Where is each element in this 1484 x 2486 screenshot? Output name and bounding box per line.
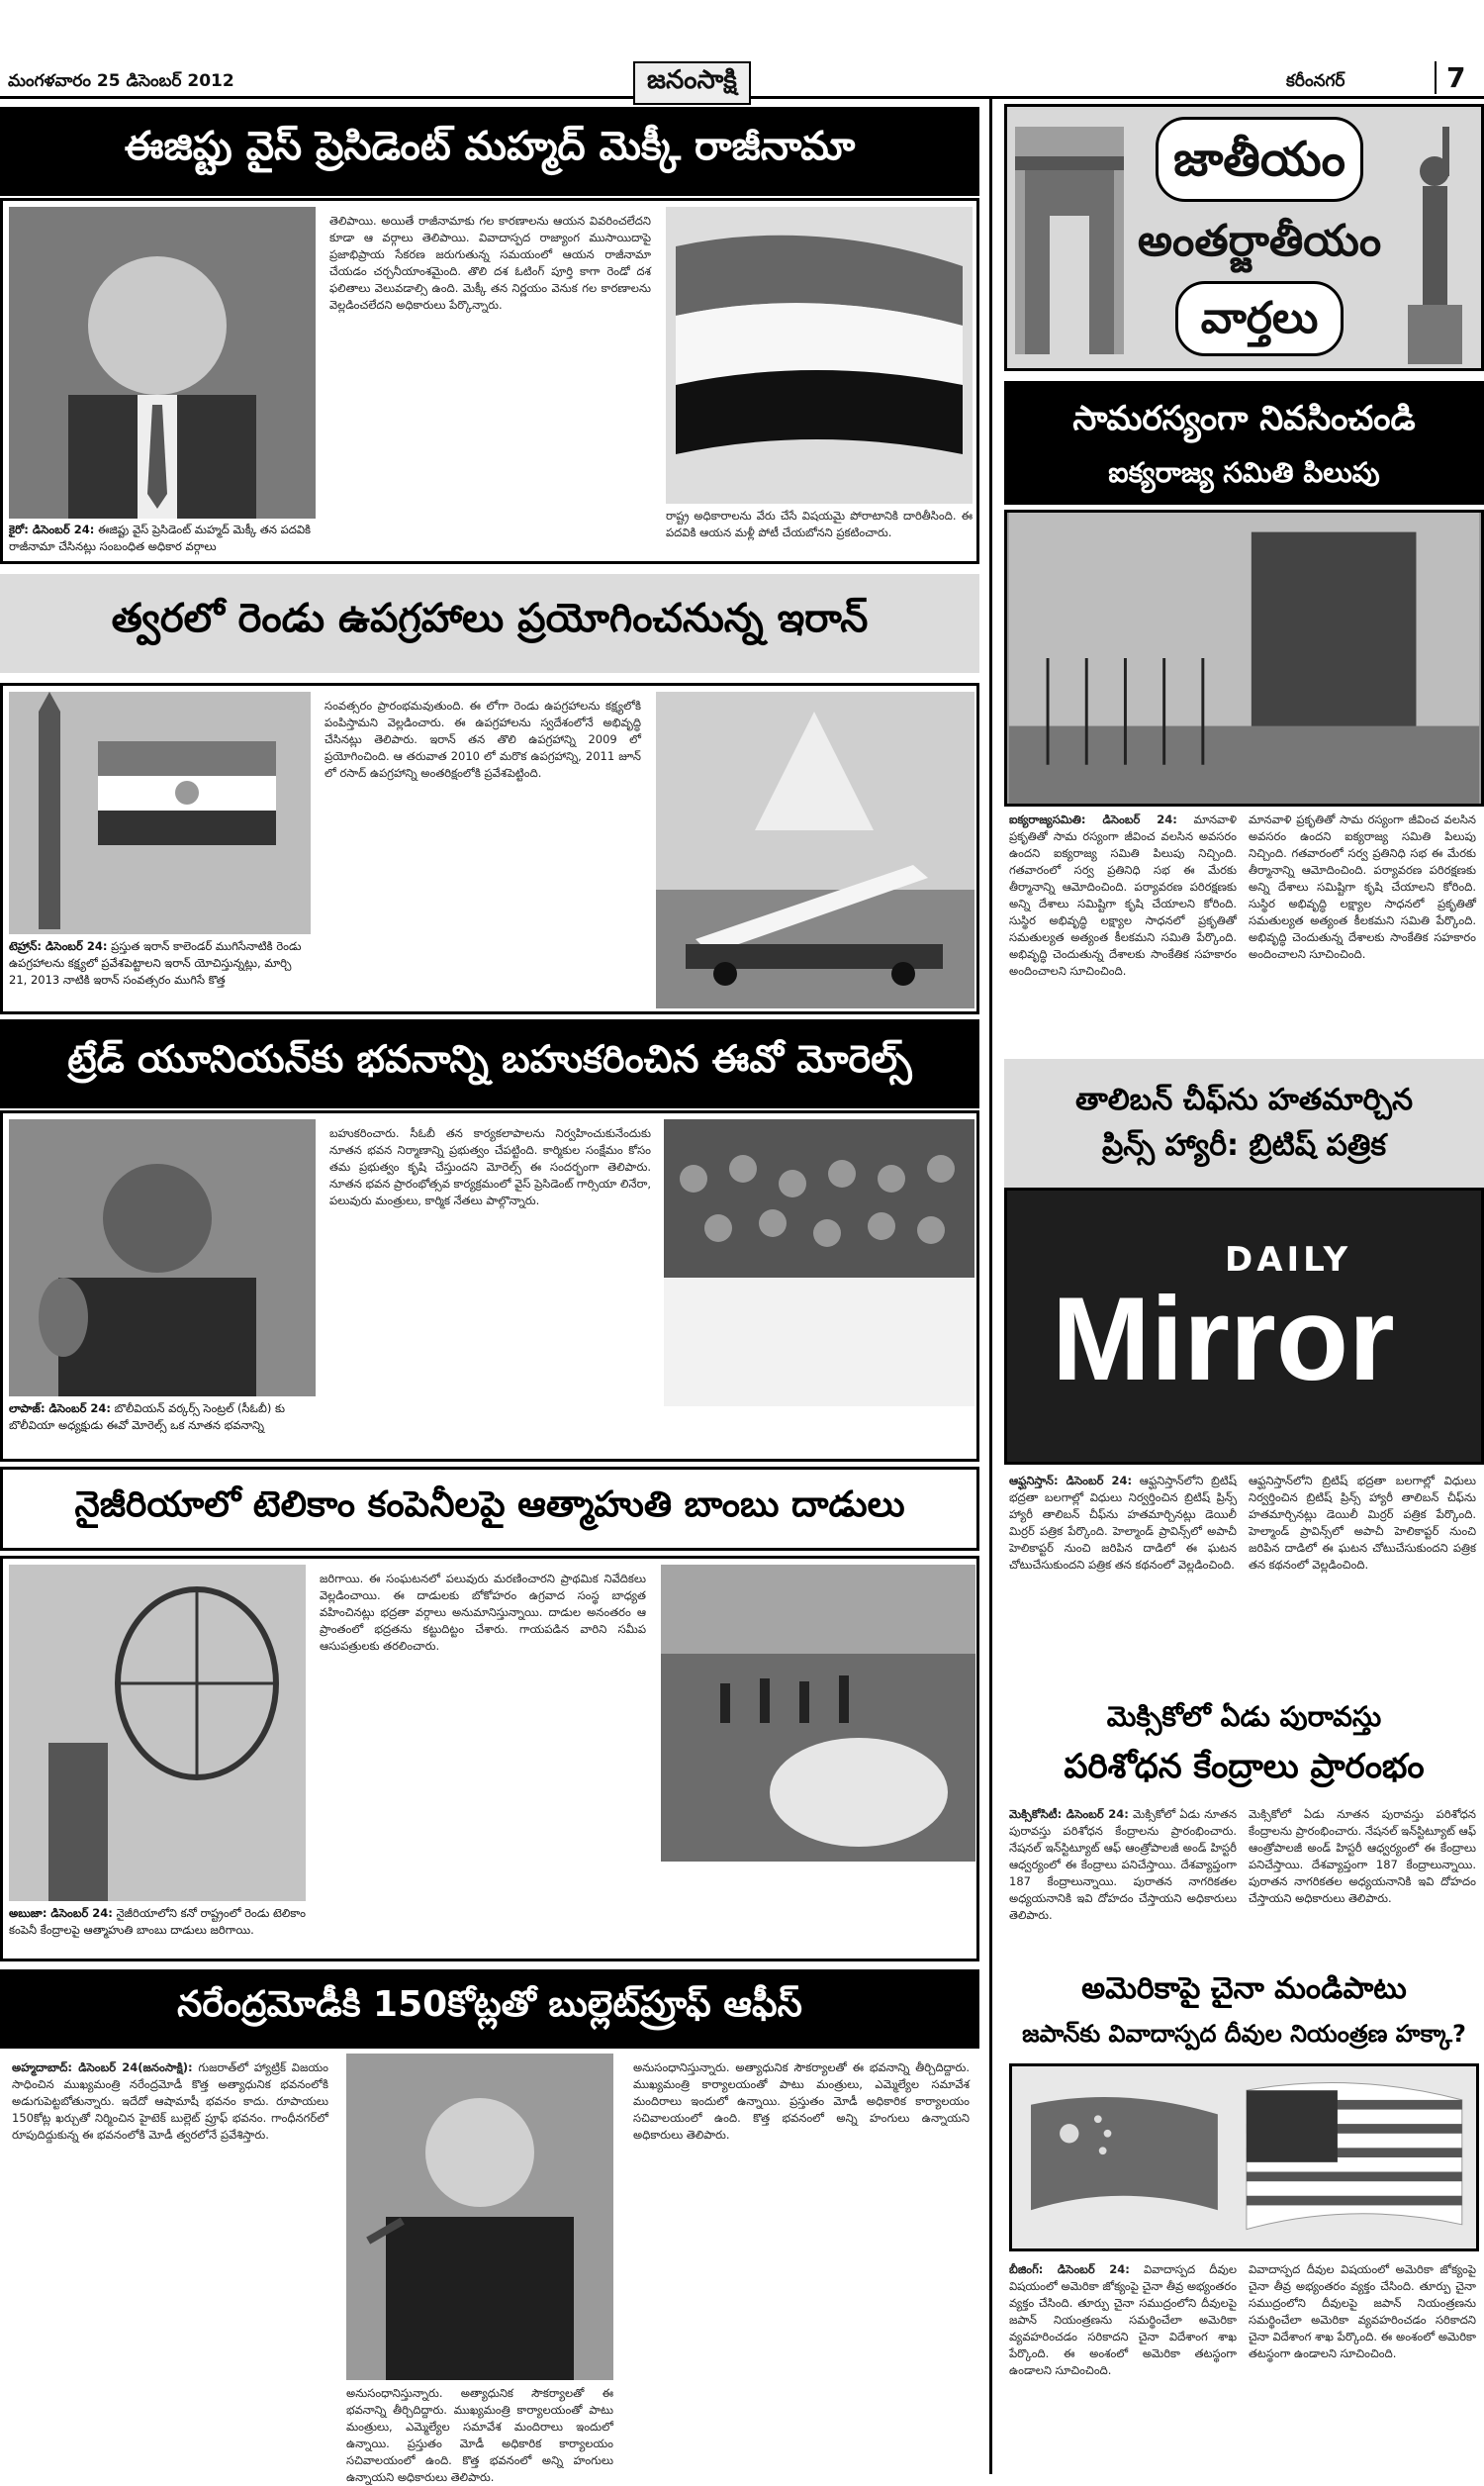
page-number: 7 [1435,61,1465,94]
modi-headline: నరేంద్రమోడీకి 150కోట్లతో బుల్లెట్‌ప్రూఫ్ ఆఫీస్ [0,1969,979,2049]
india-gate-icon [1015,127,1124,354]
modi-photo [346,2054,613,2380]
modi-body-under-photo: అనుసంధానిస్తున్నారు. అత్యాధునిక సౌకర్యాలతో ఈ భవనాన్ని తీర్చిదిద్దారు. ముఖ్యమంత్రి కార్యాలయంతో పాటు మంత్రులు, ఎమ్మెల్యేల సమావేశ మందిరాలు ఇందులో ఉన్నాయి. ప్రస్తుతం మోడీ అధికారిక కార్యాలయం సచివాలయంలో ఉంది. కొత్త భవనంలో అన్ని హంగులు ఉన్నాయని అధికారులు తెలిపారు. [346,2386,613,2484]
china-body-text: వివాదాస్పద దీవుల విషయంలో అమెరికా జోక్యంపై చైనా తీవ్ర అభ్యంతరం వ్యక్తం చేసింది. తూర్పు చైనా సముద్రంలోని దీవులపై జపాన్ నియంత్రణను సమర్థించేలా అమెరికా వ్యవహరించడం సరికాదని చైనా విదేశాంగ శాఖ పేర్కొంది. ఈ అంశంలో అమెరికా తటస్థంగా ఉండాలని సూచించింది. [1009,2262,1237,2377]
masthead [0,0,1484,99]
iran-body: సంవత్సరం ప్రారంభమవుతుంది. ఈ లోగా రెండు ఉపగ్రహాలను కక్ష్యలోకి పంపిస్తామని వెల్లడించారు. ఈ ఉపగ్రహాలను స్వదేశంలోనే అభివృద్ధి చేసినట్లు తెలిపారు. ఇరాన్ తన తొలి ఉపగ్రహాన్ని 2009 లో ప్రయోగించింది. ఆ తరువాత 2010 లో మరొక ఉపగ్రహాన్ని, 2011 జూన్ లో రసాద్ ఉపగ్రహాన్ని అంతరిక్షంలోకి ప్రవేశపెట్టింది. [325,699,641,780]
nigeria-headline: నైజీరియాలో టెలికాం కంపెనీలపై ఆత్మాహుతి బాంబు దాడులు [0,1467,979,1551]
china-headline-main: అమెరికాపై చైనా మండిపాటు [1081,1971,1407,2006]
taliban-body-right: ఆఫ్ఘనిస్తాన్‌లోని బ్రిటిష్ భద్రతా బలగాల్లో విధులు నిర్వర్తించిన బ్రిటిష్ ప్రిన్స్ హ్యారీ తాలిబన్ చీఫ్‌ను హతమార్చినట్లు డెయిలీ మిర్రర్ పత్రిక పేర్కొంది. హెల్మాండ్ ప్రావిన్స్‌లో అపాచీ హెలికాప్టర్ నుంచి జరిపిన దాడిలో ఈ ఘటన చోటుచేసుకుందని పత్రిక తన కథనంలో వెల్లడించింది. [1249,1474,1476,1572]
china-body [1009,2261,1237,2464]
mirror-logo-main: Mirror [1052,1273,1395,1405]
taliban-dateline: ఆఫ్ఘనిస్తాన్: డిసెంబర్ 24: [1009,1474,1133,1487]
taliban-headline-line2: ప్రిన్స్ హ్యారీ: బ్రిటిష్ పత్రిక [1101,1128,1387,1163]
mexico-body [1009,1806,1237,1955]
nigeria-blast-photo [661,1565,975,1862]
mexico-dateline: మెక్సికోసిటీ: డిసెంబర్ 24: [1009,1807,1129,1821]
egypt-headline: ఈజిప్టు వైస్ ప్రెసిడెంట్ మహ్మద్ మెక్కీ రాజీనామా [0,107,979,196]
egypt-body-continued: రాష్ట్ర అధికారాలను వేరు చేసే విషయమై పోరాటానికి దారితీసింది. ఈ పదవికి ఆయన మళ్లీ పోటీ చేయబోనని ప్రకటించారు. [666,509,973,539]
newspaper-logo: జనంసాక్షి [633,61,751,105]
nigeria-lead: నైజీరియాలోని కనో రాష్ట్రంలో రెండు టెలికాం కంపెనీ కేంద్రాలపై ఆత్మాహుతి బాంబు దాడులు జరిగాయి. [9,1906,306,1937]
un-headline: సామరస్యంగా నివసించండి [1072,398,1416,438]
bolivia-body: బహుకరించారు. సీఓబీ తన కార్యకలాపాలను నిర్వహించుకునేందుకు నూతన భవన నిర్మాణాన్ని ప్రభుత్వం చేపట్టింది. కార్మికుల సంక్షేమం కోసం తమ ప్రభుత్వం కృషి చేస్తుందని మోరెల్స్ ఈ సందర్భంగా తెలిపారు. నూతన భవన ప్రారంభోత్సవ కార్యక్రమంలో వైస్ ప్రెసిడెంట్ గార్సియా లినేరా, పలువురు మంత్రులు, కార్మిక నేతలు పాల్గొన్నారు. [329,1126,651,1207]
un-body [1009,812,1237,1054]
modi-body [12,2059,328,2455]
bolivia-dateline: లాపాజ్: డిసెంబర్ 24: [9,1401,112,1415]
banner-line-news: వార్తలు [1175,281,1344,356]
taliban-headline [1004,1059,1484,1188]
nigeria-dateline: అబుజా: డిసెంబర్ 24: [9,1906,113,1920]
mexico-headline-line1: మెక్సికోలో ఏడు పురావస్తు [1106,1699,1382,1733]
morales-photo [9,1119,316,1396]
china-subhead: జపాన్‌కు వివాదాస్పద దీవుల నియంత్రణ హక్కా? [1022,2020,1466,2048]
modi-body-text: గుజరాత్‌లో హ్యాట్రిక్ విజయం సాధించిన ముఖ్యమంత్రి నరేంద్రమోడీ కొత్త అత్యాధునిక భవనంలోకి అడుగుపెట్టబోతున్నారు. ఇదేదో ఆషామాషీ భవనం కాదు. రూపాయలు 150కోట్ల ఖర్చుతో నిర్మించిన హైటెక్ బుల్లెట్ ప్రూఫ్ భవనం. గాంధీనగర్‌లో రూపుదిద్దుకున్న ఈ భవనంలోకి మోడీ త్వరలోనే ప్రవేశిస్తారు. [12,2060,329,2142]
statue-of-liberty-icon [1388,117,1477,364]
china-us-flags-photo [1009,2063,1479,2251]
banner-line-international: అంతర్జాతీయం [1137,216,1382,266]
un-building-photo [1004,510,1484,807]
bolivia-rally-photo [664,1119,974,1406]
nigeria-body: జరిగాయి. ఈ సంఘటనలో పలువురు మరణించారని ప్రాథమిక నివేదికలు వెల్లడించాయి. ఈ దాడులకు బోకోహరం ఉగ్రవాద సంస్థ బాధ్యత వహించినట్లు భద్రతా వర్గాలు అనుమానిస్తున్నాయి. దాడుల అనంతరం ఆ ప్రాంతంలో భద్రతను కట్టుదిట్టం చేశారు. గాయపడిన వారిని సమీప ఆసుపత్రులకు తరలించారు. [320,1572,646,1653]
daily-mirror-logo [1004,1188,1484,1465]
bolivia-article [0,1110,979,1462]
un-dateline: ఐక్యరాజ్యసమితి: డిసెంబర్ 24: [1009,813,1177,826]
un-body-text: మానవాళి ప్రకృతితో సామ రస్యంగా జీవించ వలసిన అవసరం ఉందని ఐక్యరాజ్య సమితి పిలుపు నిచ్చింది. గతవారంలో సర్వ ప్రతినిధి సభ ఈ మేరకు తీర్మానాన్ని ఆమోదించింది. పర్యావరణ పరిరక్షణకు అన్ని దేశాలు సమిష్టిగా కృషి చేయాలని కోరింది. సుస్థిర అభివృద్ధి లక్ష్యాల సాధనలో ప్రకృతితో సమతుల్యత అత్యంత కీలకమని సమితి పేర్కొంది. అభివృద్ధి చెందుతున్న దేశాలకు సాంకేతిక సహకారం అందించాలని సూచించింది. [1009,813,1237,978]
un-subhead: ఐక్యరాజ్య సమితి పిలుపు [1108,455,1380,489]
section-banner-title [1136,117,1383,356]
modi-dateline: అహ్మదాబాద్: డిసెంబర్ 24(జనంసాక్షి): [12,2060,193,2074]
iran-lead: ప్రస్తుత ఇరాన్ కాలెండర్ ముగిసేనాటికి రెండు ఉపగ్రహాలను కక్ష్యలో ప్రవేశపెట్టాలని ఇరాన్ యోచిస్తున్నట్లు, మార్చి 21, 2013 నాటికి ఇరాన్ సంవత్సరం ముగిసే కొత్త [9,939,302,987]
section-banner [1004,104,1484,371]
bolivia-lead: బొలీవియన్ వర్కర్స్ సెంట్రల్ (సీఓబీ) కు బొలీవియా అధ్యక్షుడు ఈవో మోరెల్స్ ఒక నూతన భవనాన్ని [9,1401,285,1432]
taliban-body [1009,1473,1237,1680]
egypt-dateline: కైరో: డిసెంబర్ 24: [9,523,95,536]
mexico-headline-line2: పరిశోధన కేంద్రాలు ప్రారంభం [1064,1746,1425,1786]
iran-rocket-photo [9,692,311,934]
iran-missile-photo [656,692,974,1008]
mexico-body-right: మెక్సికోలో ఏడు నూతన పురావస్తు పరిశోధన కేంద్రాలను ప్రారంభించారు. నేషనల్ ఇన్‌స్టిట్యూట్ ఆఫ్ ఆంత్రోపాలజీ అండ్ హిస్టరీ ఆధ్వర్యంలో ఈ కేంద్రాలు పనిచేస్తాయి. దేశవ్యాప్తంగా 187 కేంద్రాలున్నాయి. పురాతన నాగరికతల అధ్యయనానికి ఇవి దోహదం చేస్తాయని అధికారులు తెలిపారు. [1249,1807,1476,1905]
taliban-body-text: ఆఫ్ఘనిస్తాన్‌లోని బ్రిటిష్ భద్రతా బలగాల్లో విధులు నిర్వర్తించిన బ్రిటిష్ ప్రిన్స్ హ్యారీ తాలిబన్ చీఫ్‌ను హతమార్చినట్లు డెయిలీ మిర్రర్ పత్రిక పేర్కొంది. హెల్మాండ్ ప్రావిన్స్‌లో అపాచీ హెలికాప్టర్ నుంచి జరిపిన దాడిలో ఈ ఘటన చోటుచేసుకుందని పత్రిక తన కథనంలో వెల్లడించింది. [1009,1474,1237,1572]
edition-city: కరీంనగర్ [1286,71,1345,91]
egypt-vp-photo [9,207,316,519]
bolivia-headline: ట్రేడ్ యూనియన్‌కు భవనాన్ని బహుకరించిన ఈవో మోరెల్స్ [0,1019,979,1108]
iran-caption [9,938,311,1012]
un-body-right: మానవాళి ప్రకృతితో సామ రస్యంగా జీవించ వలసిన అవసరం ఉందని ఐక్యరాజ్య సమితి పిలుపు నిచ్చింది. గతవారంలో సర్వ ప్రతినిధి సభ ఈ మేరకు తీర్మానాన్ని ఆమోదించింది. పర్యావరణ పరిరక్షణకు అన్ని దేశాలు సమిష్టిగా కృషి చేయాలని కోరింది. సుస్థిర అభివృద్ధి లక్ష్యాల సాధనలో ప్రకృతితో సమతుల్యత అత్యంత కీలకమని సమితి పేర్కొంది. అభివృద్ధి చెందుతున్న దేశాలకు సాంకేతిక సహకారం అందించాలని సూచించింది. [1249,813,1476,961]
mexico-headline [1004,1687,1484,1801]
mexico-body-text: మెక్సికోలో ఏడు నూతన పురావస్తు పరిశోధన కేంద్రాలను ప్రారంభించారు. నేషనల్ ఇన్‌స్టిట్యూట్ ఆఫ్ ఆంత్రోపాలజీ అండ్ హిస్టరీ ఆధ్వర్యంలో ఈ కేంద్రాలు పనిచేస్తాయి. దేశవ్యాప్తంగా 187 కేంద్రాలున్నాయి. పురాతన నాగరికతల అధ్యయనానికి ఇవి దోహదం చేస్తాయని అధికారులు తెలిపారు. [1009,1807,1238,1922]
telecom-tower-photo [9,1565,306,1901]
nigeria-caption [9,1905,306,1960]
banner-line-national: జాతీయం [1156,117,1363,202]
egypt-caption [9,522,316,561]
column-separator [989,99,992,2474]
china-headline [1004,1960,1484,2058]
issue-date: మంగళవారం 25 డిసెంబర్ 2012 [8,71,234,91]
nigeria-article [0,1556,979,1961]
iran-dateline: టెహ్రాన్: డిసెంబర్ 24: [9,939,108,953]
modi-body-right: అనుసంధానిస్తున్నారు. అత్యాధునిక సౌకర్యాలతో ఈ భవనాన్ని తీర్చిదిద్దారు. ముఖ్యమంత్రి కార్యాలయంతో పాటు మంత్రులు, ఎమ్మెల్యేల సమావేశ మందిరాలు ఇందులో ఉన్నాయి. ప్రస్తుతం మోడీ అధికారిక కార్యాలయం సచివాలయంలో ఉంది. కొత్త భవనంలో అన్ని హంగులు ఉన్నాయని అధికారులు తెలిపారు. [633,2060,970,2142]
bolivia-caption [9,1400,316,1460]
egypt-body: తెలిపాయి. అయితే రాజీనామాకు గల కారణాలను ఆయన వివరించలేదని కూడా ఆ వర్గాలు తెలిపాయి. వివాదాస్పద రాజ్యాంగ ముసాయిదాపై ప్రజాభిప్రాయ సేకరణ జరుగుతున్న సమయంలో ఆయన రాజీనామా చేయడం చర్చనీయాంశమైంది. తొలి దశ ఓటింగ్ పూర్తి కాగా రెండో దశ ఫలితాలు వెలువడాల్సి ఉంది. మెక్కీ తన నిర్ణయం వెనుక గల కారణాలను వెల్లడించలేదని అధికారులు పేర్కొన్నారు. [329,214,651,312]
iran-article [0,683,979,1014]
china-body-right: వివాదాస్పద దీవుల విషయంలో అమెరికా జోక్యంపై చైనా తీవ్ర అభ్యంతరం వ్యక్తం చేసింది. తూర్పు చైనా సముద్రంలోని దీవులపై జపాన్ నియంత్రణను సమర్థించేలా అమెరికా వ్యవహరించడం సరికాదని చైనా విదేశాంగ శాఖ పేర్కొంది. ఈ అంశంలో అమెరికా తటస్థంగా ఉండాలని సూచించింది. [1249,2262,1476,2360]
egypt-flag-photo [666,207,973,504]
iran-headline: త్వరలో రెండు ఉపగ్రహాలు ప్రయోగించనున్న ఇరాన్ [0,574,979,673]
un-headline-block [1004,381,1484,505]
egypt-article [0,198,979,564]
mirror-logo-daily: DAILY [1225,1240,1352,1280]
modi-article [0,2054,979,2484]
china-dateline: బీజింగ్: డిసెంబర్ 24: [1009,2262,1130,2276]
egypt-lead: ఈజిప్టు వైస్ ప్రెసిడెంట్ మహ్మద్ మెక్కీ తన పదవికి రాజీనామా చేసినట్లు సంబంధిత అధికార వర్గాలు [9,523,312,553]
taliban-headline-line1: తాలిబన్ చీఫ్‌ను హతమార్చిన [1074,1083,1414,1117]
